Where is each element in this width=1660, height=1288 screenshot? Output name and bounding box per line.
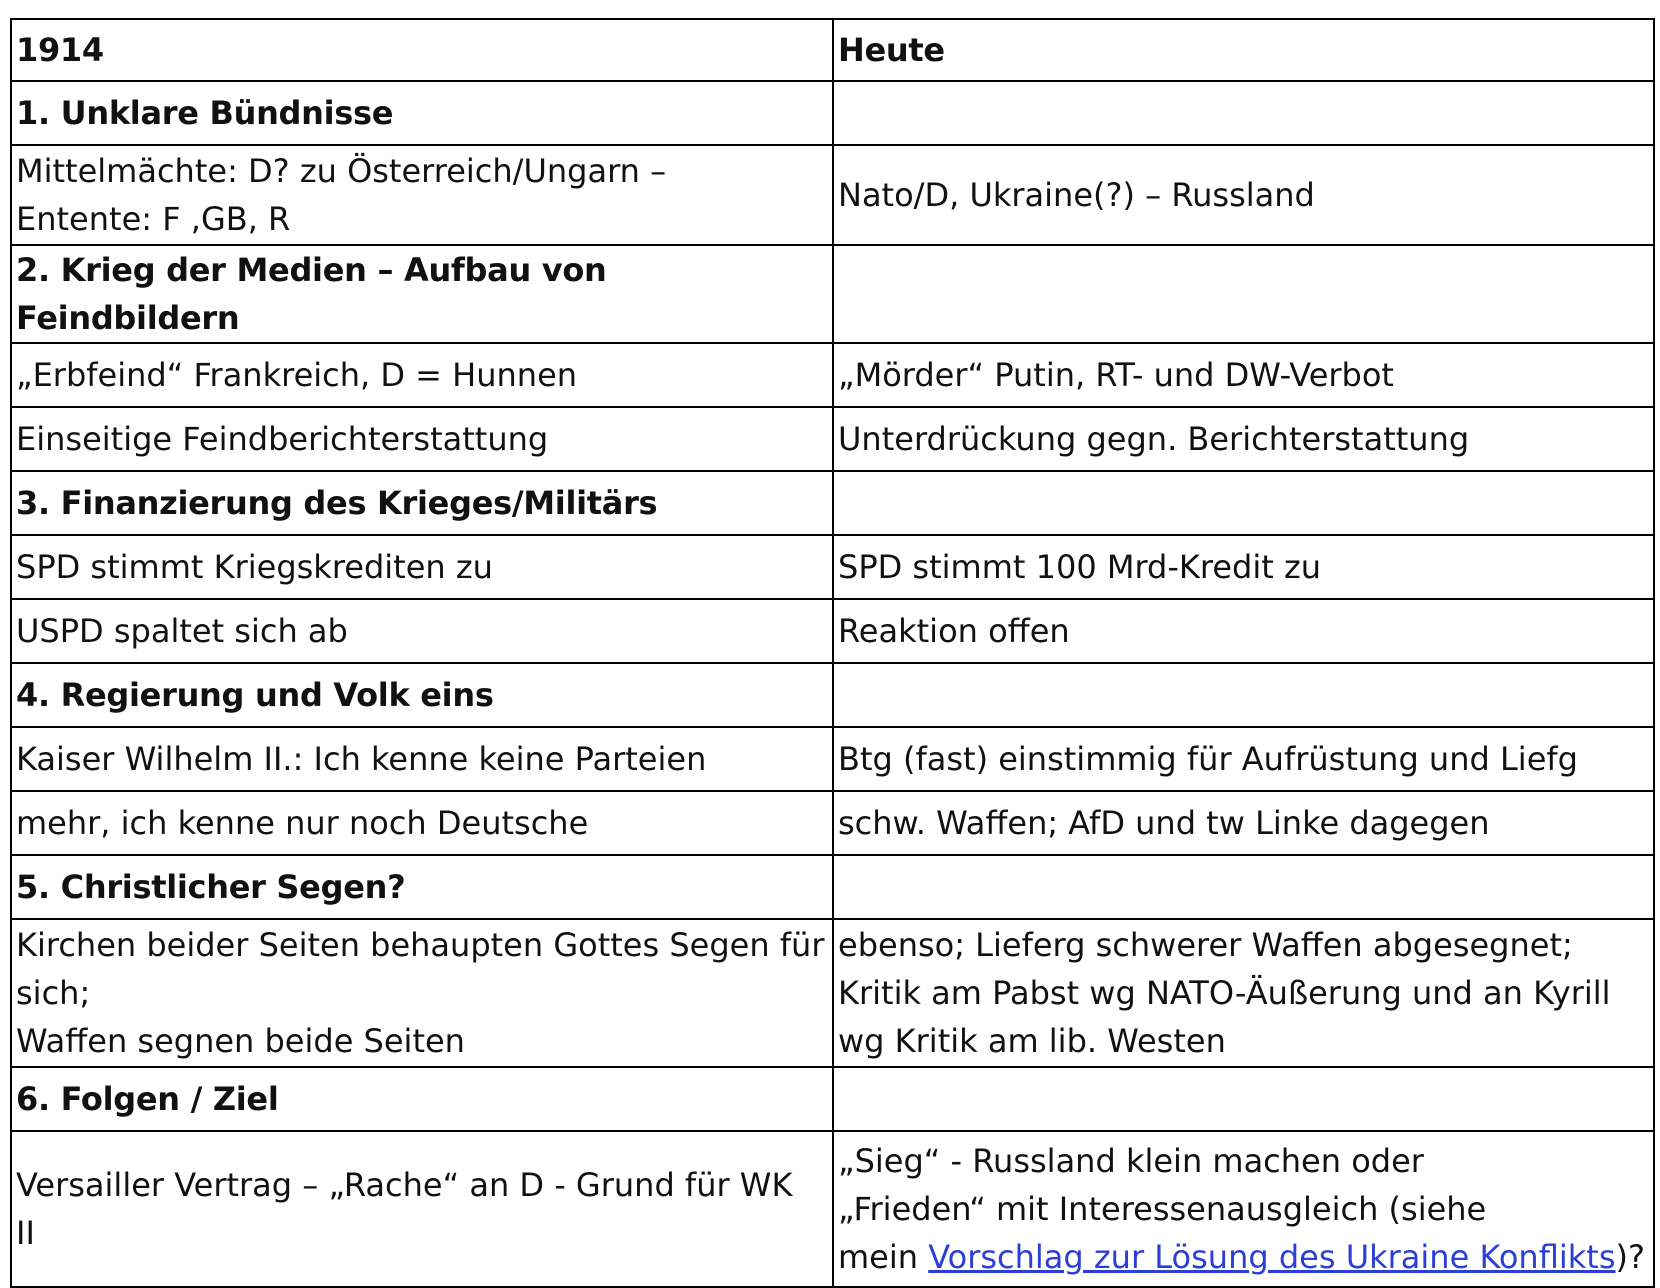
text-line: Kritik am Pabst wg NATO-Äußerung und an Kyrill (838, 974, 1611, 1012)
link-suffix: )? (1615, 1238, 1645, 1276)
text-line: „Sieg“ - Russland klein machen oder (838, 1142, 1424, 1180)
empty-cell (833, 855, 1654, 919)
header-cell-1914: 1914 (11, 19, 833, 81)
table-row (11, 407, 1654, 471)
text-line: Kaiser Wilhelm II.: Ich kenne keine Parteien (16, 740, 707, 778)
empty-cell (833, 663, 1654, 727)
cell-1914 (11, 535, 833, 599)
cell-1914 (11, 791, 833, 855)
link-prefix: mein (838, 1238, 929, 1276)
text-line: Btg (fast) einstimmig für Aufrüstung und Liefg (838, 740, 1578, 778)
table-row (11, 535, 1654, 599)
text-line: Waffen segnen beide Seiten (16, 1022, 465, 1060)
section-title: 4. Regierung und Volk eins (11, 663, 833, 727)
cell-heute (833, 145, 1654, 245)
cell-1914 (11, 599, 833, 663)
text-line: Unterdrückung gegn. Berichterstattung (838, 420, 1470, 458)
empty-cell (833, 471, 1654, 535)
table-header-row (11, 19, 1654, 81)
cell-heute (833, 407, 1654, 471)
cell-heute (833, 343, 1654, 407)
cell-heute (833, 599, 1654, 663)
text-line: wg Kritik am lib. Westen (838, 1022, 1226, 1060)
section-title: 5. Christlicher Segen? (11, 855, 833, 919)
section-title-row (11, 81, 1654, 145)
text-line: Versailler Vertrag – „Rache“ an D - Grund für WK (16, 1166, 793, 1204)
cell-1914 (11, 1131, 833, 1287)
cell-heute (833, 727, 1654, 791)
section-title-row (11, 1067, 1654, 1131)
section-title-row (11, 245, 1654, 343)
text-line: Einseitige Feindberichterstattung (16, 420, 549, 458)
text-line: „Frieden“ mit Interessenausgleich (siehe (838, 1190, 1487, 1228)
cell-heute (833, 791, 1654, 855)
cell-heute (833, 1131, 1654, 1287)
section-title: 3. Finanzierung des Krieges/Militärs (11, 471, 833, 535)
text-line: sich; (16, 974, 91, 1012)
cell-1914 (11, 727, 833, 791)
section-title-row (11, 471, 1654, 535)
empty-cell (833, 245, 1654, 343)
text-line: Mittelmächte: D? zu Österreich/Ungarn – (16, 152, 667, 190)
text-line: SPD stimmt Kriegskrediten zu (16, 548, 493, 586)
text-line: mehr, ich kenne nur noch Deutsche (16, 804, 589, 842)
section-title-row (11, 663, 1654, 727)
table-row (11, 791, 1654, 855)
text-line: Nato/D, Ukraine(?) – Russland (838, 176, 1315, 214)
section-title: 2. Krieg der Medien – Aufbau von Feindbildern (11, 245, 833, 343)
cell-heute (833, 535, 1654, 599)
table-row (11, 727, 1654, 791)
text-line: schw. Waffen; AfD und tw Linke dagegen (838, 804, 1490, 842)
table-row (11, 145, 1654, 245)
text-line: Entente: F ,GB, R (16, 200, 291, 238)
empty-cell (833, 1067, 1654, 1131)
text-line: II (16, 1214, 35, 1252)
ukraine-proposal-link[interactable]: Vorschlag zur Lösung des Ukraine Konflikts (928, 1238, 1616, 1276)
cell-1914 (11, 343, 833, 407)
table-row (11, 1131, 1654, 1287)
text-line: ebenso; Lieferg schwerer Waffen abgesegnet; (838, 926, 1573, 964)
text-line: Kirchen beider Seiten behaupten Gottes Segen für (16, 926, 825, 964)
section-title: 6. Folgen / Ziel (11, 1067, 833, 1131)
cell-1914 (11, 145, 833, 245)
cell-1914 (11, 407, 833, 471)
text-line: USPD spaltet sich ab (16, 612, 348, 650)
table-row (11, 919, 1654, 1067)
cell-1914 (11, 919, 833, 1067)
header-cell-heute: Heute (833, 19, 1654, 81)
table-row (11, 599, 1654, 663)
text-line: „Mörder“ Putin, RT- und DW-Verbot (838, 356, 1394, 394)
section-title-row (11, 855, 1654, 919)
text-line: „Erbfeind“ Frankreich, D = Hunnen (16, 356, 578, 394)
empty-cell (833, 81, 1654, 145)
text-line: Reaktion offen (838, 612, 1070, 650)
comparison-table (10, 18, 1655, 1288)
cell-heute (833, 919, 1654, 1067)
section-title: 1. Unklare Bündnisse (11, 81, 833, 145)
text-line: SPD stimmt 100 Mrd-Kredit zu (838, 548, 1322, 586)
table-row (11, 343, 1654, 407)
